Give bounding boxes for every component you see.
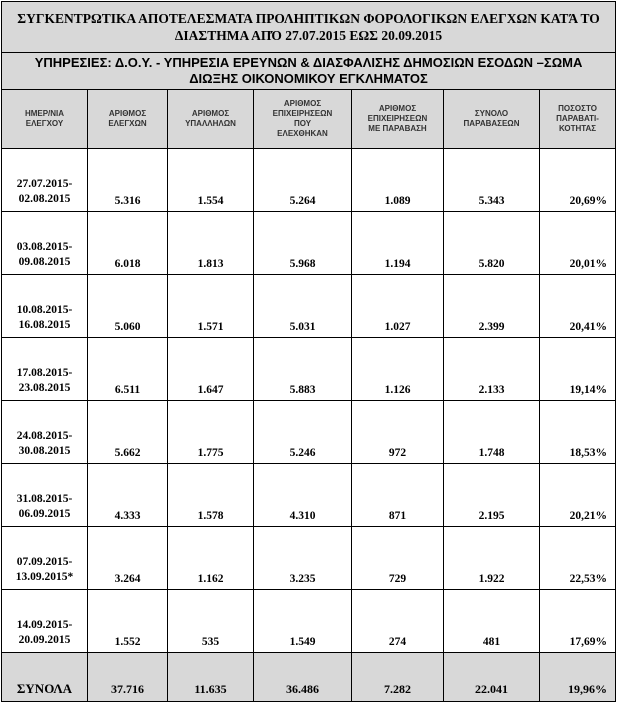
date-start: 27.07.2015- bbox=[16, 178, 73, 190]
column-header-line: ΠΑΡΑΒΑΤΙ- bbox=[556, 114, 599, 123]
rate-cell: 20,21% bbox=[540, 464, 616, 527]
totals-employees: 11.635 bbox=[168, 653, 254, 702]
checks-cell: 6.511 bbox=[88, 338, 168, 401]
date-end: 06.09.2015 bbox=[18, 508, 71, 520]
column-header-line: ΠΑΡΑΒΑΣΕΩΝ bbox=[463, 119, 520, 128]
title-line-2: ΔΙΑΣΤΗΜΑ ΑΠΌ 27.07.2015 ΕΩΣ 20.09.2015 bbox=[174, 28, 443, 43]
column-header bbox=[444, 90, 540, 149]
totals-row bbox=[2, 653, 616, 702]
violating-cell: 1.194 bbox=[352, 212, 444, 275]
date-start: 03.08.2015- bbox=[16, 241, 73, 253]
businesses-cell: 1.549 bbox=[254, 590, 352, 653]
services-title bbox=[2, 53, 616, 90]
date-start: 14.09.2015- bbox=[16, 619, 73, 631]
date-end: 02.08.2015 bbox=[18, 193, 71, 205]
totals-businesses: 36.486 bbox=[254, 653, 352, 702]
table-title bbox=[2, 2, 616, 53]
rate-cell: 19,14% bbox=[540, 338, 616, 401]
checks-cell: 6.018 bbox=[88, 212, 168, 275]
column-header-line: ΕΛΕΓΧΩΝ bbox=[108, 119, 147, 128]
table-row bbox=[2, 590, 616, 653]
date-cell bbox=[2, 401, 88, 464]
column-header bbox=[2, 90, 88, 149]
violations-cell: 1.748 bbox=[444, 401, 540, 464]
employees-cell: 1.571 bbox=[168, 275, 254, 338]
violating-cell: 1.089 bbox=[352, 149, 444, 212]
violations-cell: 5.820 bbox=[444, 212, 540, 275]
rate-cell: 20,69% bbox=[540, 149, 616, 212]
table-row bbox=[2, 212, 616, 275]
column-header-line: ΚΟΤΗΤΑΣ bbox=[558, 124, 597, 133]
date-cell bbox=[2, 464, 88, 527]
column-header-line: ΕΠΙΧΕΙΡΗΣΕΩΝ bbox=[272, 109, 333, 118]
violating-cell: 972 bbox=[352, 401, 444, 464]
employees-cell: 1.578 bbox=[168, 464, 254, 527]
totals-rate: 19,96% bbox=[540, 653, 616, 702]
businesses-cell: 5.246 bbox=[254, 401, 352, 464]
table-row bbox=[2, 149, 616, 212]
employees-cell: 1.647 bbox=[168, 338, 254, 401]
date-end: 23.08.2015 bbox=[18, 382, 71, 394]
header-row bbox=[2, 90, 616, 149]
column-header-line: ΥΠΑΛΛΗΛΩΝ bbox=[185, 119, 236, 128]
employees-cell: 1.554 bbox=[168, 149, 254, 212]
services-row bbox=[2, 53, 616, 90]
rate-cell: 20,41% bbox=[540, 275, 616, 338]
violations-cell: 5.343 bbox=[444, 149, 540, 212]
violating-cell: 871 bbox=[352, 464, 444, 527]
totals-checks: 37.716 bbox=[88, 653, 168, 702]
rate-cell: 22,53% bbox=[540, 527, 616, 590]
column-header-line: ΑΡΙΘΜΟΣ bbox=[108, 109, 147, 118]
date-cell bbox=[2, 212, 88, 275]
title-line-1: ΣΥΓΚΕΝΤΡΩΤΙΚΑ ΑΠΟΤΕΛΕΣΜΑΤΑ ΠΡΟΛΗΠΤΙΚΩΝ ΦΟΡΟΛΟΓΙΚΩΝ ΕΛΕΓΧΩΝ ΚΑΤΆ ΤΟ bbox=[17, 11, 600, 26]
rate-cell: 17,69% bbox=[540, 590, 616, 653]
checks-cell: 1.552 bbox=[88, 590, 168, 653]
services-line-1: ΥΠΗΡΕΣΙΕΣ: Δ.Ο.Υ. - ΥΠΗΡΕΣΙΑ ΕΡΕΥΝΩΝ & ΔΙΑΣΦΑΛΙΣΗΣ ΔΗΜΟΣΙΩΝ ΕΣΟΔΩΝ –ΣΩΜΑ bbox=[34, 55, 583, 70]
column-header-line: ΑΡΙΘΜΟΣ bbox=[378, 104, 417, 113]
checks-cell: 3.264 bbox=[88, 527, 168, 590]
rate-cell: 18,53% bbox=[540, 401, 616, 464]
services-line-2: ΔΙΩΞΗΣ ΟΙΚΟΝΟΜΙΚΟΥ ΕΓΚΛΗΜΑΤΟΣ bbox=[189, 71, 428, 86]
businesses-cell: 5.264 bbox=[254, 149, 352, 212]
column-header bbox=[88, 90, 168, 149]
column-header bbox=[540, 90, 616, 149]
column-header-line: ΕΛΕΧΘΗΚΑΝ bbox=[277, 129, 328, 138]
title-row bbox=[2, 2, 616, 53]
date-start: 07.09.2015- bbox=[16, 556, 73, 568]
date-end: 09.08.2015 bbox=[18, 256, 71, 268]
rate-cell: 20,01% bbox=[540, 212, 616, 275]
totals-label: ΣΥΝΟΛΑ bbox=[2, 653, 88, 702]
date-cell bbox=[2, 527, 88, 590]
violations-cell: 1.922 bbox=[444, 527, 540, 590]
date-cell bbox=[2, 275, 88, 338]
table-row bbox=[2, 401, 616, 464]
date-start: 10.08.2015- bbox=[16, 304, 73, 316]
table-body bbox=[2, 149, 616, 653]
employees-cell: 1.813 bbox=[168, 212, 254, 275]
column-header-line: ΣΥΝΟΛΟ bbox=[474, 109, 509, 118]
violations-cell: 2.399 bbox=[444, 275, 540, 338]
column-header-line: ΑΡΙΘΜΟΣ bbox=[283, 99, 322, 108]
date-start: 17.08.2015- bbox=[16, 367, 73, 379]
violations-cell: 2.195 bbox=[444, 464, 540, 527]
column-header bbox=[254, 90, 352, 149]
employees-cell: 535 bbox=[168, 590, 254, 653]
checks-cell: 5.662 bbox=[88, 401, 168, 464]
violating-cell: 729 bbox=[352, 527, 444, 590]
date-end: 30.08.2015 bbox=[18, 445, 71, 457]
date-cell bbox=[2, 590, 88, 653]
date-cell bbox=[2, 149, 88, 212]
table-row bbox=[2, 527, 616, 590]
totals-violating: 7.282 bbox=[352, 653, 444, 702]
businesses-cell: 5.031 bbox=[254, 275, 352, 338]
date-start: 31.08.2015- bbox=[16, 493, 73, 505]
table-row bbox=[2, 338, 616, 401]
column-header-line: ΕΠΙΧΕΙΡΗΣΕΩΝ bbox=[367, 114, 428, 123]
column-header-line: ΠΟΣΟΣΤΟ bbox=[558, 104, 597, 113]
businesses-cell: 5.968 bbox=[254, 212, 352, 275]
businesses-cell: 5.883 bbox=[254, 338, 352, 401]
column-header bbox=[168, 90, 254, 149]
employees-cell: 1.775 bbox=[168, 401, 254, 464]
column-header-line: ΕΛΕΓΧΟΥ bbox=[25, 119, 64, 128]
violations-cell: 481 bbox=[444, 590, 540, 653]
violating-cell: 1.126 bbox=[352, 338, 444, 401]
column-header-line: ΗΜΕΡ/ΝΙΑ bbox=[24, 109, 65, 118]
column-header bbox=[352, 90, 444, 149]
results-table bbox=[1, 1, 616, 702]
businesses-cell: 3.235 bbox=[254, 527, 352, 590]
employees-cell: 1.162 bbox=[168, 527, 254, 590]
checks-cell: 4.333 bbox=[88, 464, 168, 527]
checks-cell: 5.316 bbox=[88, 149, 168, 212]
date-end: 16.08.2015 bbox=[18, 319, 71, 331]
column-header-line: ΑΡΙΘΜΟΣ bbox=[191, 109, 230, 118]
totals-violations: 22.041 bbox=[444, 653, 540, 702]
date-end: 20.09.2015 bbox=[18, 634, 71, 646]
date-cell bbox=[2, 338, 88, 401]
checks-cell: 5.060 bbox=[88, 275, 168, 338]
table-row bbox=[2, 464, 616, 527]
violating-cell: 274 bbox=[352, 590, 444, 653]
businesses-cell: 4.310 bbox=[254, 464, 352, 527]
date-start: 24.08.2015- bbox=[16, 430, 73, 442]
column-header-line: ΠΟΥ bbox=[293, 119, 312, 128]
table-row bbox=[2, 275, 616, 338]
violating-cell: 1.027 bbox=[352, 275, 444, 338]
violations-cell: 2.133 bbox=[444, 338, 540, 401]
date-end: 13.09.2015* bbox=[15, 571, 74, 583]
column-header-line: ΜΕ ΠΑΡΑΒΑΣΗ bbox=[368, 124, 427, 133]
